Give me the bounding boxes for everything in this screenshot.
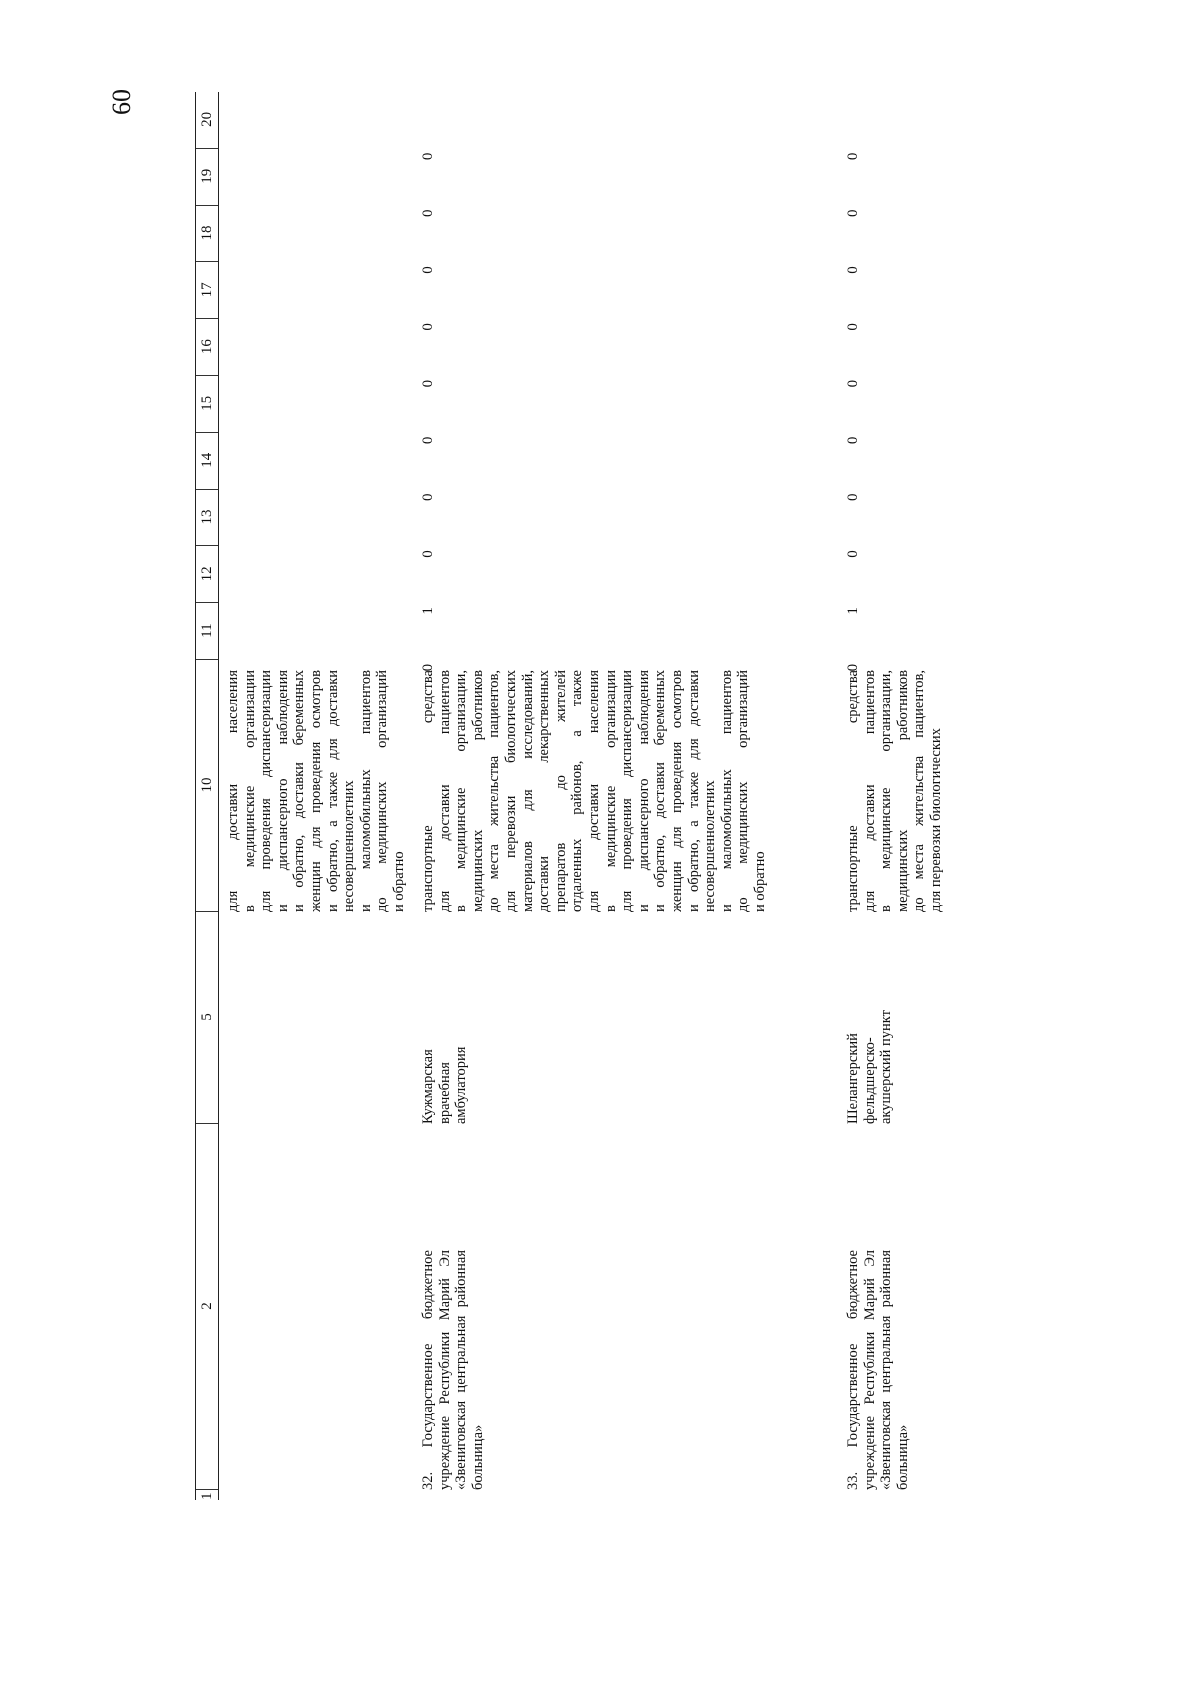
header-cell: 19	[196, 148, 218, 206]
purpose-line: для доставки пациентов	[861, 670, 878, 912]
value-cell-col11: 0	[420, 663, 436, 672]
purpose-line: и обратно, доставки беременных	[652, 670, 669, 912]
purpose-line: медицинских работников	[894, 670, 911, 912]
unit-cell: Шелангерский фельдшерско-акушерский пункт	[845, 1010, 895, 1124]
header-cell: 5	[196, 911, 218, 1124]
purpose-line: и обратно, а также для доставки	[324, 670, 341, 912]
purpose-line: для доставки населения	[225, 670, 241, 912]
header-cell: 17	[196, 261, 218, 319]
header-cell: 14	[196, 432, 218, 490]
value-cell-col13: 0	[845, 550, 861, 558]
header-cell: 12	[196, 545, 218, 603]
institution-name: Государственное бюджетное учреждение Республики Марий Эл «Звениговская центральная районная больница»	[845, 1250, 911, 1490]
value-cell-col13: 0	[420, 550, 436, 558]
purpose-line: отдаленных районов, а также	[569, 670, 586, 912]
unit-cell: Кужмарская врачебная амбулатория	[420, 1046, 470, 1124]
purpose-line: женщин для проведения осмотров	[307, 670, 324, 912]
purpose-line: для доставки населения	[585, 670, 602, 912]
purpose-line: материалов для исследований,	[519, 670, 536, 912]
purpose-line: в медицинские организации	[241, 670, 258, 912]
purpose-line: для проведения диспансеризации	[619, 670, 636, 912]
table-header	[195, 92, 219, 1500]
purpose-cell	[225, 670, 408, 912]
value-cell-col16: 0	[845, 379, 861, 388]
value-cell-col18: 0	[845, 266, 861, 274]
value-cell-col17: 0	[845, 323, 861, 331]
purpose-line: несовершеннолетних	[341, 780, 358, 912]
purpose-line: медицинских работников	[469, 670, 486, 912]
value-cell-col17: 0	[420, 323, 436, 331]
value-cell-col19: 0	[420, 209, 436, 217]
institution-cell	[845, 1250, 911, 1490]
value-cell-col12: 1	[420, 607, 436, 615]
page-number: 60	[107, 89, 136, 115]
purpose-line: и обратно, а также для доставки	[685, 670, 702, 912]
value-cell-col15: 0	[845, 436, 861, 445]
purpose-line: в медицинские организации,	[878, 670, 895, 912]
purpose-line: и обратно, доставки беременных	[291, 670, 308, 912]
header-cell: 2	[196, 1123, 218, 1490]
value-cell-col12: 1	[845, 607, 861, 615]
value-cell-col11: 0	[845, 663, 861, 672]
purpose-line: до места жительства пациентов,	[911, 670, 928, 912]
institution-name: Государственное бюджетное учреждение Республики Марий Эл «Звениговская центральная районная больница»	[420, 1250, 486, 1490]
purpose-line: для перевозки биологических	[927, 728, 944, 912]
purpose-line: транспортные средства	[845, 670, 861, 912]
purpose-line: женщин для проведения осмотров	[668, 670, 685, 912]
table-sheet	[0, 80, 1000, 1500]
purpose-line: в медицинские организации,	[453, 670, 470, 912]
purpose-line: доставки лекарственных	[536, 670, 553, 912]
value-cell-col18: 0	[420, 266, 436, 274]
purpose-line: препаратов до жителей	[552, 670, 569, 912]
purpose-line: несовершеннолетних	[702, 780, 719, 912]
purpose-line: для проведения диспансеризации	[258, 670, 275, 912]
value-cell-col15: 0	[420, 436, 436, 445]
row-number: 33.	[845, 1471, 861, 1490]
purpose-line: до места жительства пациентов,	[486, 670, 503, 912]
header-cell: 1	[199, 1492, 215, 1500]
header-cell: 16	[196, 318, 218, 376]
header-cell: 15	[196, 375, 218, 433]
value-cell-col20: 0	[420, 152, 436, 161]
purpose-line: и маломобильных пациентов	[357, 670, 374, 912]
purpose-line: до медицинских организаций	[735, 670, 752, 912]
purpose-line: для доставки пациентов	[436, 670, 453, 912]
value-cell-col14: 0	[420, 493, 436, 501]
purpose-line: и диспансерного наблюдения	[274, 670, 291, 912]
purpose-line: и маломобильных пациентов	[718, 670, 735, 912]
purpose-line: до медицинских организаций	[374, 670, 391, 912]
institution-cell	[420, 1250, 486, 1490]
purpose-line: и обратно	[751, 851, 768, 912]
header-cell: 13	[196, 489, 218, 547]
purpose-line: транспортные средства	[420, 670, 436, 912]
value-cell-col14: 0	[845, 493, 861, 501]
purpose-cell	[845, 670, 945, 912]
row-number: 32.	[420, 1471, 436, 1490]
header-cell: 18	[196, 205, 218, 263]
value-cell-col19: 0	[845, 209, 861, 217]
purpose-line: и диспансерного наблюдения	[635, 670, 652, 912]
purpose-line: для перевозки биологических	[502, 670, 519, 912]
value-cell-col20: 0	[845, 152, 861, 161]
header-cell: 10	[196, 659, 218, 912]
purpose-cell	[420, 670, 768, 912]
header-cell: 11	[196, 602, 218, 660]
header-cell: 20	[196, 91, 218, 149]
purpose-line: в медицинские организации	[602, 670, 619, 912]
purpose-line: и обратно	[390, 851, 407, 912]
value-cell-col16: 0	[420, 379, 436, 388]
